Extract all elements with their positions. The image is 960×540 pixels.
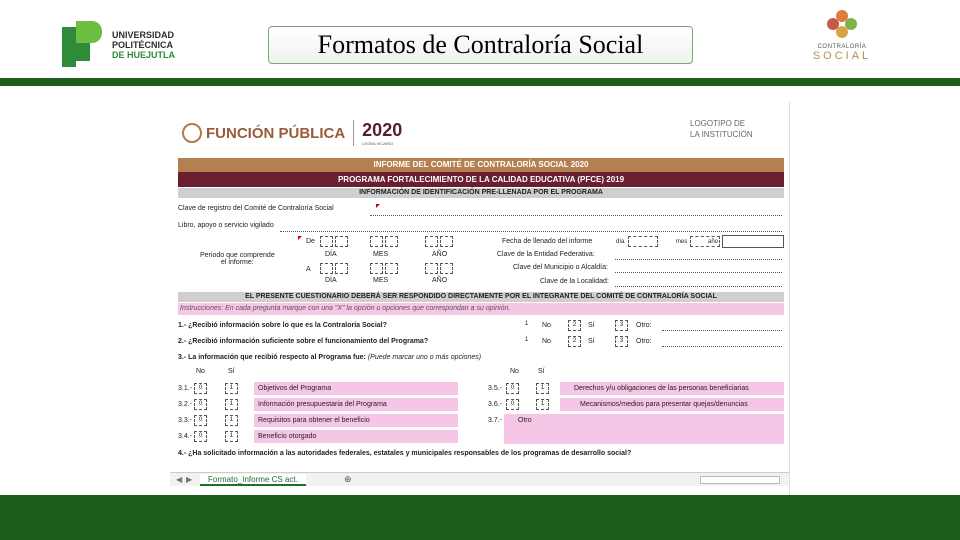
q2-opt-si: Sí [588,338,595,345]
university-line1: UNIVERSIDAD [112,30,175,40]
q2-opt-2-num[interactable]: 2 [568,336,581,347]
label-a: A [306,266,311,273]
cell-a-dia-1[interactable] [320,263,333,274]
q2-opt-3-num[interactable]: 3 [615,336,628,347]
cs-logo-line2: SOCIAL [812,50,872,62]
item-3-7-num: 3.7.- [488,417,503,424]
cell-de-dia-2[interactable] [335,236,348,247]
q1-opt-1-num: 1 [520,320,533,331]
tab-formato-informe[interactable]: Formato_Informe CS act. [200,474,306,486]
instrucciones: Instrucciones: En cada pregunta marque con una "X" la opción u opciones que correspondan a su opinión. [178,303,784,315]
input-clave-entidad[interactable] [615,259,782,260]
label-mes: MES [373,251,389,258]
col-no-left: No [196,368,205,375]
fp-year-sub: LEONA VICARIO [362,141,394,146]
item-3-2-no[interactable]: 0 [194,399,207,410]
university-logo [62,20,192,70]
question-2: 2.- ¿Recibió información suficiente sobre el funcionamiento del Programa? [178,338,429,345]
label-clave-registro: Clave de registro del Comité de Contraloría Social [178,205,334,212]
university-line3: DE HUEJUTLA [112,50,176,60]
item-3-1-num: 3.1.- [178,385,193,392]
seal-icon [182,123,202,143]
col-si-left: Sí [228,368,235,375]
cell-de-anio-2[interactable] [440,236,453,247]
horizontal-scrollbar[interactable] [700,476,780,484]
item-3-2-num: 3.2.- [178,401,193,408]
cell-a-mes-2[interactable] [385,263,398,274]
tab-nav-left-icon[interactable]: ◀ [176,475,183,484]
university-name [112,30,175,60]
input-clave-localidad[interactable] [615,286,782,287]
cell-a-anio-1[interactable] [425,263,438,274]
cell-de-dia-1[interactable] [320,236,333,247]
fp-separator [353,120,354,146]
label-fecha-llenado: Fecha de llenado del informe [502,238,593,245]
q2-opt-otro: Otro: [636,338,652,345]
add-sheet-icon[interactable]: ⊕ [344,474,352,484]
question-3: 3.- La información que recibió respecto al Programa fue: (Puede marcar uno o más opciones) [178,354,482,361]
question-4: 4.- ¿Ha solicitado información a las autoridades federales, estatales y municipales responsables de los programas de desarrollo social? [178,450,632,457]
label-clave-municipio: Clave del Municipio o Alcaldía: [513,264,608,271]
item-3-1-si[interactable]: 1 [225,383,238,394]
q1-opt-si: Sí [588,322,595,329]
cell-fecha-dia[interactable] [628,236,658,247]
university-line2: POLITÉCNICA [112,40,174,50]
label-anio: AÑO [432,251,448,258]
spreadsheet-screenshot [170,102,790,495]
cell-a-mes-1[interactable] [370,263,383,274]
label-anio: AÑO [432,277,448,284]
item-3-6-no[interactable]: 0 [506,399,519,410]
col-no-right: No [510,368,519,375]
item-3-1-no[interactable]: 0 [194,383,207,394]
cell-de-mes-2[interactable] [385,236,398,247]
item-3-5-no[interactable]: 0 [506,383,519,394]
q1-otro-input[interactable] [662,330,782,331]
item-3-1-label: Objetivos del Programa [258,385,332,392]
label-clave-localidad: Clave de la Localidad: [540,278,609,285]
q1-opt-2-num[interactable]: 2 [568,320,581,331]
footer-bar [0,495,960,540]
funcion-publica-logo [182,116,402,150]
band-identificacion: INFORMACIÓN DE IDENTIFICACIÓN PRE-LLENADA POR EL PROGRAMA [178,188,784,198]
item-3-6-num: 3.6.- [488,401,503,408]
col-si-right: Sí [538,368,545,375]
header-divider-bar [0,78,960,86]
cell-de-mes-1[interactable] [370,236,383,247]
q1-opt-3-num[interactable]: 3 [615,320,628,331]
band-cuestionario: EL PRESENTE CUESTIONARIO DEBERÁ SER RESPONDIDO DIRECTAMENTE POR EL INTEGRANTE DEL COMITÉ DE CONTRALORÍA SOCIAL [178,292,784,302]
input-clave-registro[interactable] [370,215,782,216]
item-3-4-no[interactable]: 0 [194,431,207,442]
item-3-5-label: Derechos y/u obligaciones de las personas beneficiarias [574,385,749,392]
university-logo-mark-icon [62,21,106,69]
item-3-4-label: Beneficio otorgado [258,433,317,440]
logo-inst-line2: LA INSTITUCIÓN [690,130,753,139]
label-periodo: Periodo que comprende el informe: [200,252,275,266]
logo-institucion-placeholder [690,118,753,140]
item-3-7-row[interactable] [504,414,784,444]
item-3-4-num: 3.4.- [178,433,193,440]
q2-opt-no: No [542,338,551,345]
item-3-3-num: 3.3.- [178,417,193,424]
q1-opt-no: No [542,322,551,329]
item-3-6-label: Mecanismos/medios para presentar quejas/denuncias [580,401,748,408]
item-3-3-si[interactable]: 1 [225,415,238,426]
q1-opt-otro: Otro: [636,322,652,329]
required-marker [298,236,302,240]
cell-a-anio-2[interactable] [440,263,453,274]
label-anio-short: año [708,239,719,245]
contraloria-social-logo [806,10,878,70]
tab-nav-right-icon[interactable]: ▶ [186,475,193,484]
logo-inst-line1: LOGOTIPO DE [690,119,746,128]
flower-icon [825,10,859,40]
cell-a-dia-2[interactable] [335,263,348,274]
input-libro[interactable] [280,231,782,232]
fp-year: 2020 [362,120,403,140]
band-informe: INFORME DEL COMITÉ DE CONTRALORÍA SOCIAL 2020 [178,158,784,172]
label-libro: Libro, apoyo o servicio vigilado [178,222,274,229]
item-3-2-si[interactable]: 1 [225,399,238,410]
label-dia: DÍA [325,277,337,284]
cell-de-anio-1[interactable] [425,236,438,247]
item-3-5-si[interactable]: 1 [536,383,549,394]
item-3-3-no[interactable]: 0 [194,415,207,426]
item-3-6-si[interactable]: 1 [536,399,549,410]
item-3-7-label: Otro [518,417,532,424]
cell-fecha-anio[interactable] [722,235,784,248]
label-de: De [306,238,315,245]
fp-label: FUNCIÓN PÚBLICA [206,124,346,142]
required-marker [376,204,380,208]
item-3-2-label: Información presupuestaria del Programa [258,401,387,408]
cs-logo-line1: CONTRALORÍA [817,44,867,50]
label-dia-short: día [616,239,625,245]
slide-title: Formatos de Contraloría Social [317,30,644,59]
input-clave-municipio[interactable] [615,272,782,273]
q2-opt-1-num: 1 [520,336,533,347]
item-3-5-num: 3.5.- [488,385,503,392]
label-mes-short: mes [676,239,688,245]
label-dia: DÍA [325,251,337,258]
label-mes: MES [373,277,389,284]
q2-otro-input[interactable] [662,346,782,347]
slide-title-box [268,26,693,64]
question-1: 1.- ¿Recibió información sobre lo que es la Contraloría Social? [178,322,387,329]
band-programa: PROGRAMA FORTALECIMIENTO DE LA CALIDAD EDUCATIVA (PFCE) 2019 [178,172,784,187]
item-3-3-label: Requisitos para obtener el beneficio [258,417,370,424]
sheet-tab-bar [170,472,790,486]
label-clave-entidad: Clave de la Entidad Federativa: [497,251,595,258]
item-3-4-si[interactable]: 1 [225,431,238,442]
